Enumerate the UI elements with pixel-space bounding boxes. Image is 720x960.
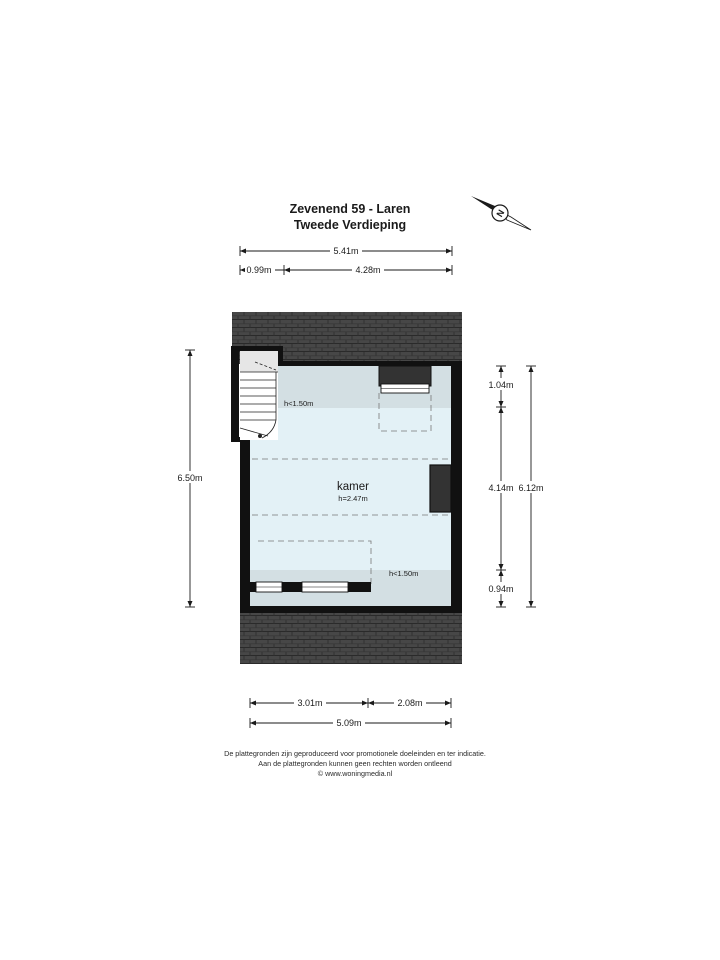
footer-copyright: © www.woningmedia.nl [317,769,393,778]
compass-label: N [494,207,507,219]
wall-stub-bottom-right [348,582,371,592]
dim-right-bottom-label: 0.94m [488,584,514,594]
dim-bottom-left-label: 3.01m [297,698,323,708]
dim-bottom-right-label: 2.08m [397,698,423,708]
dim-top-total-label: 5.41m [333,246,359,256]
dim-top-left-label: 0.99m [246,265,272,275]
low-ceiling-label-bottom: h<1.50m [389,569,419,578]
low-ceiling-label-top: h<1.50m [284,399,314,408]
dimension-bottom-total [250,716,451,728]
room-name: kamer [337,481,369,493]
plan-title-address: Zevenend 59 - Laren [289,202,411,216]
window-mullion [282,582,302,592]
room-height: h=2.47m [338,494,368,503]
window-bottom-left [256,582,282,592]
chimney-block [430,465,451,512]
dim-bottom-total-label: 5.09m [336,718,362,728]
dim-right-total-label: 6.12m [518,483,544,493]
dimension-bottom-split [250,696,451,708]
dimension-top-total [240,244,452,256]
window-bottom-right [302,582,348,592]
dimension-right-chain [485,366,517,607]
plan-title-floor: Tweede Verdieping [293,218,407,232]
north-arrow-icon [471,196,531,230]
dim-left-label: 6.50m [177,473,203,483]
dimension-top-split [240,263,452,275]
dim-right-middle-label: 4.14m [488,483,514,493]
staircase [240,362,278,440]
dim-right-top-label: 1.04m [488,380,514,390]
dimension-left-height [174,350,206,607]
footer-disclaimer-line2: Aan de plattegronden kunnen geen rechten worden ontleend [258,759,452,768]
stair-landing [240,348,278,372]
wall-stub-bottom-left [250,582,256,592]
dormer-wall-top [379,366,431,386]
footer-disclaimer-line1: De plattegronden zijn geproduceerd voor promotionele doeleinden en ter indicatie. [224,749,486,758]
roof-bottom [240,611,462,664]
window-top [381,384,429,393]
dimension-right-total [515,366,547,607]
dim-top-right-label: 4.28m [355,265,381,275]
